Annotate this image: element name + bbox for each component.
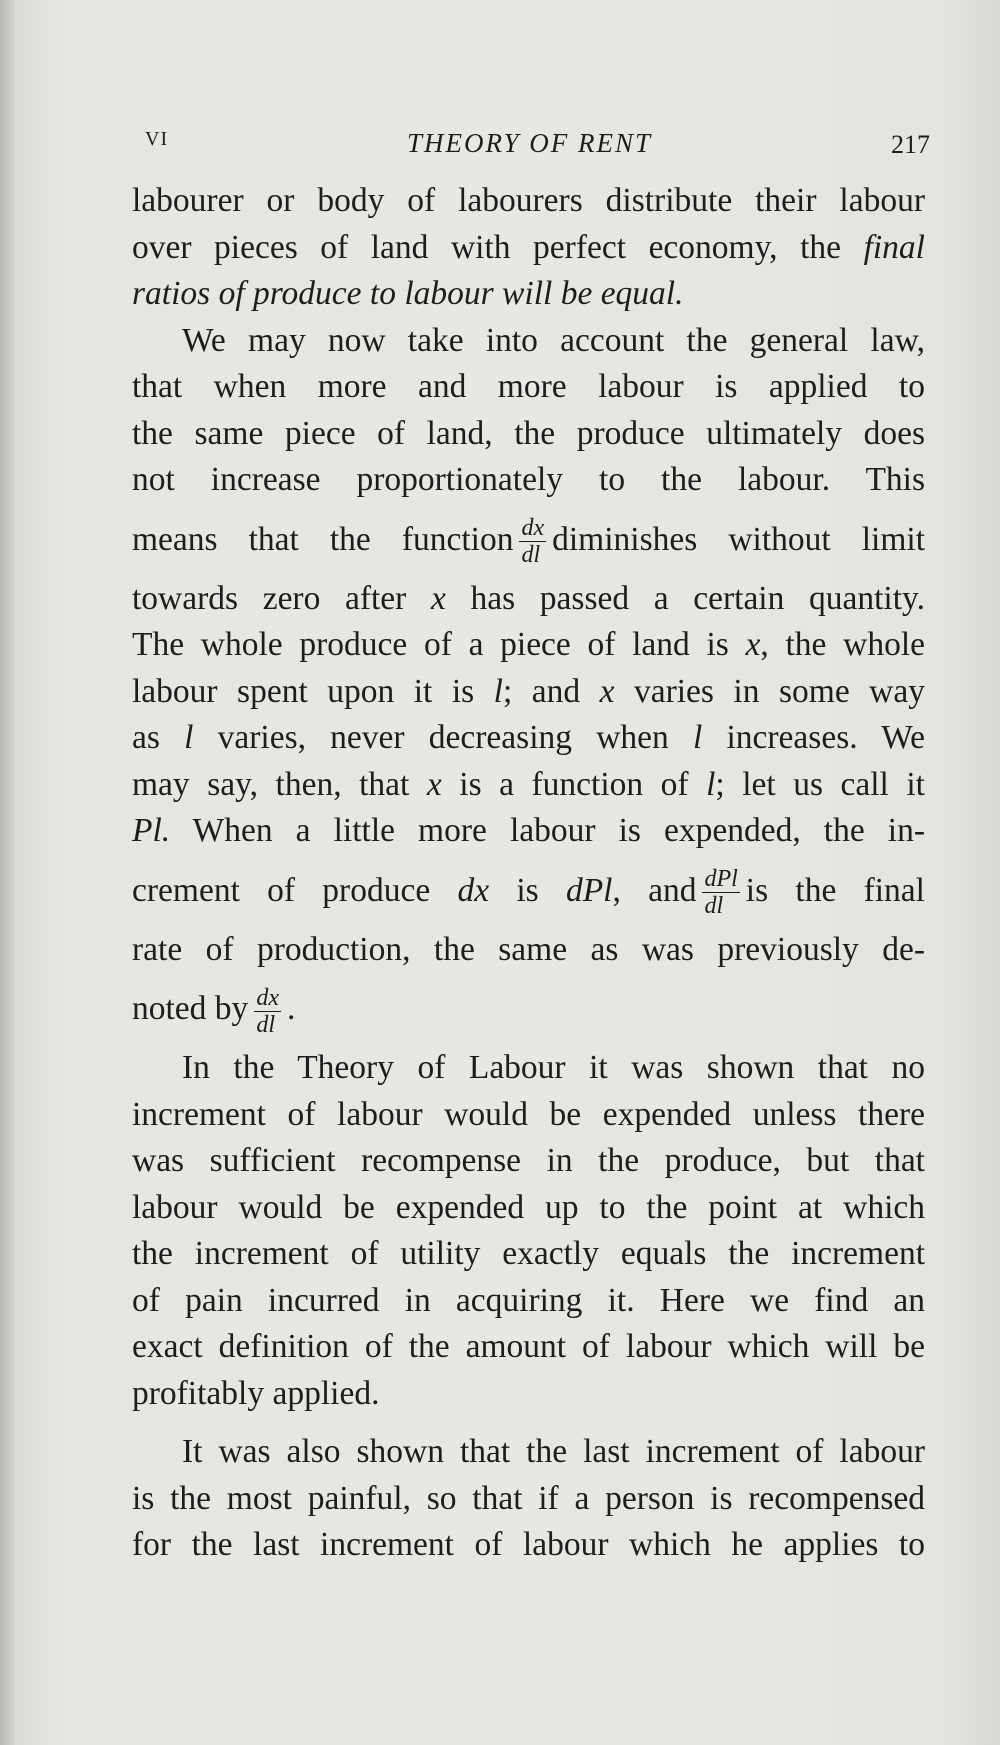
fraction-dx-dl: $\frac{dx}{dl}$ [256,984,279,1038]
text-line: labour would be expended up to the point at which [132,1188,925,1226]
page-spine-shadow [0,0,14,1745]
body-text [132,178,925,1569]
text-line-with-fraction: crement of produce dx is dPl, and $\frac{\text{dPl}}{dl}$ is the final [132,866,925,920]
text-line: is the most painful, so that if a person is recompensed [132,1479,925,1517]
running-title: THEORY OF RENT [407,128,653,158]
fraction-dx-dl: $\frac{dx}{dl}$ [521,515,545,569]
running-header [145,128,935,168]
text-line-with-fraction: noted by $\frac{dx}{dl}$ . [132,984,296,1038]
text-line: was sufficient recompense in the produce, but that [132,1142,925,1179]
emphasis: final [863,228,925,266]
text-line: as l varies, never decreasing when l increases. We [132,719,925,756]
paragraph-start: It was also shown that the last increment of labour [182,1433,925,1470]
text-line: profitably applied. [132,1374,380,1412]
text-line: may say, then, that x is a function of l; let us call it [132,765,925,803]
text-line: exact definition of the amount of labour which will be [132,1328,925,1365]
text-line: labourer or body of labourers distribute their labour [132,182,925,219]
text-line: not increase proportionately to the labour. This [132,461,925,498]
text-line: the increment of utility exactly equals the increment [132,1235,925,1272]
paragraph-start: In the Theory of Labour it was shown that no [182,1049,925,1086]
fraction-dPl-dl: $\frac{\text{dPl}}{dl}$ [704,866,738,920]
text-line-with-fraction: means that the function $\frac{dx}{dl}$ diminishes without limit [132,515,925,569]
paragraph-start: We may now take into account the general law, [182,321,925,359]
page-number: 217 [891,130,930,159]
text-line: rate of production, the same as was previously de- [132,930,925,968]
text-line: over pieces of land with perfect economy, the final [132,228,925,266]
text-line: The whole produce of a piece of land is x, the whole [132,626,925,663]
chapter-number: VI [145,128,169,150]
text-line: that when more and more labour is applied to [132,368,925,405]
text-line: for the last increment of labour which he applies to [132,1526,925,1563]
text-line: labour spent upon it is l; and x varies in some way [132,672,925,710]
emphasis-line: ratios of produce to labour will be equal. [132,275,684,312]
text-line: Pl. When a little more labour is expended, the in- [132,812,925,849]
text-line: towards zero after x has passed a certain quantity. [132,579,925,617]
text-line: the same piece of land, the produce ultimately does [132,414,925,452]
text-line: of pain incurred in acquiring it. Here we find an [132,1281,925,1319]
text-line: increment of labour would be expended unless there [132,1095,925,1133]
